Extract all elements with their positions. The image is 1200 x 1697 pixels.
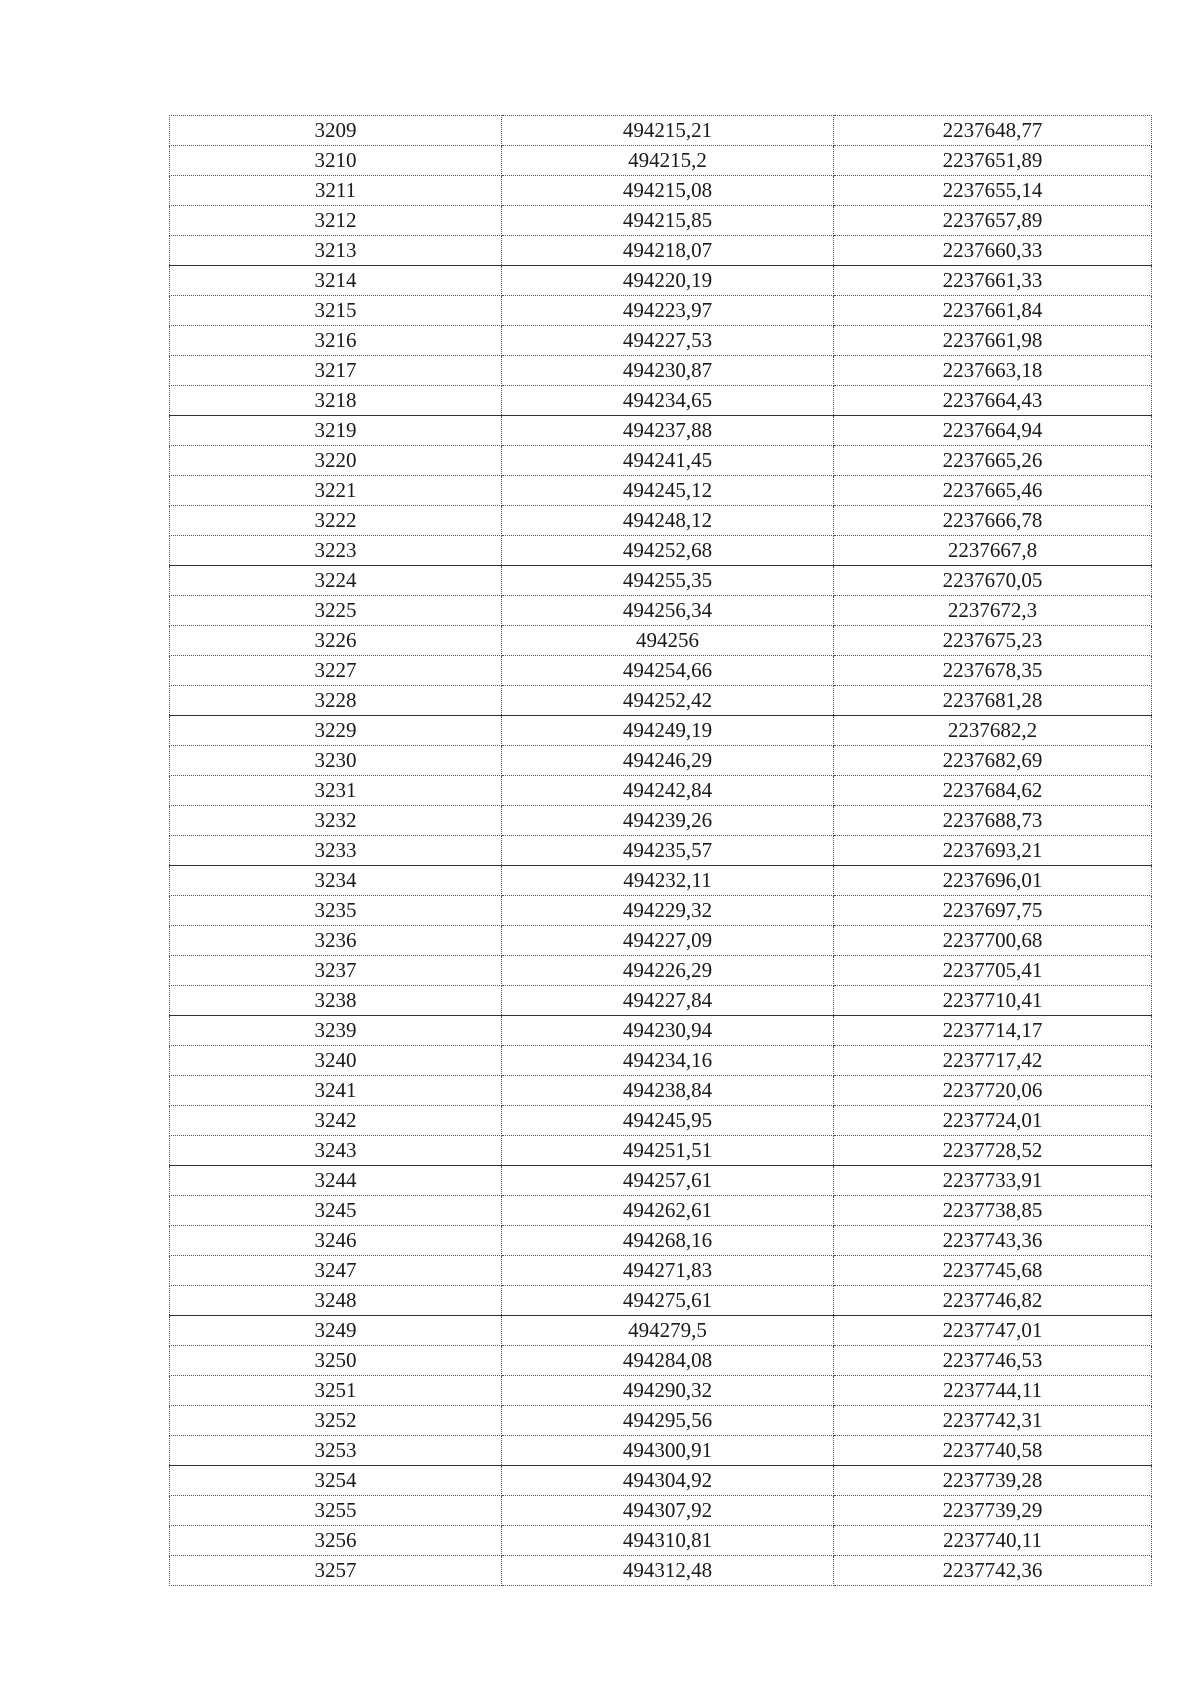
y-coordinate-cell: 2237743,36	[834, 1226, 1152, 1256]
y-coordinate-cell: 2237688,73	[834, 806, 1152, 836]
point-number-cell: 3250	[170, 1346, 502, 1376]
table-row	[170, 1166, 1152, 1196]
table-row	[170, 1136, 1152, 1166]
y-coordinate-cell: 2237661,33	[834, 266, 1152, 296]
point-number-cell: 3210	[170, 146, 502, 176]
table-row	[170, 596, 1152, 626]
x-coordinate-cell: 494252,68	[502, 536, 834, 566]
point-number-cell: 3222	[170, 506, 502, 536]
y-coordinate-cell: 2237705,41	[834, 956, 1152, 986]
x-coordinate-cell: 494226,29	[502, 956, 834, 986]
point-number-cell: 3224	[170, 566, 502, 596]
table-row	[170, 416, 1152, 446]
x-coordinate-cell: 494218,07	[502, 236, 834, 266]
y-coordinate-cell: 2237661,84	[834, 296, 1152, 326]
x-coordinate-cell: 494234,16	[502, 1046, 834, 1076]
table-row	[170, 836, 1152, 866]
point-number-cell: 3244	[170, 1166, 502, 1196]
table-row	[170, 386, 1152, 416]
y-coordinate-cell: 2237666,78	[834, 506, 1152, 536]
y-coordinate-cell: 2237657,89	[834, 206, 1152, 236]
y-coordinate-cell: 2237684,62	[834, 776, 1152, 806]
y-coordinate-cell: 2237670,05	[834, 566, 1152, 596]
y-coordinate-cell: 2237665,46	[834, 476, 1152, 506]
x-coordinate-cell: 494234,65	[502, 386, 834, 416]
point-number-cell: 3236	[170, 926, 502, 956]
x-coordinate-cell: 494290,32	[502, 1376, 834, 1406]
x-coordinate-cell: 494220,19	[502, 266, 834, 296]
table-row	[170, 566, 1152, 596]
table-row	[170, 926, 1152, 956]
y-coordinate-cell: 2237693,21	[834, 836, 1152, 866]
x-coordinate-cell: 494300,91	[502, 1436, 834, 1466]
y-coordinate-cell: 2237664,94	[834, 416, 1152, 446]
x-coordinate-cell: 494235,57	[502, 836, 834, 866]
table-row	[170, 116, 1152, 146]
table-row	[170, 1376, 1152, 1406]
y-coordinate-cell: 2237739,29	[834, 1496, 1152, 1526]
point-number-cell: 3215	[170, 296, 502, 326]
point-number-cell: 3239	[170, 1016, 502, 1046]
table-row	[170, 1406, 1152, 1436]
y-coordinate-cell: 2237742,36	[834, 1556, 1152, 1586]
x-coordinate-cell: 494249,19	[502, 716, 834, 746]
table-row	[170, 506, 1152, 536]
table-row	[170, 296, 1152, 326]
point-number-cell: 3219	[170, 416, 502, 446]
table-row	[170, 266, 1152, 296]
x-coordinate-cell: 494268,16	[502, 1226, 834, 1256]
point-number-cell: 3226	[170, 626, 502, 656]
point-number-cell: 3212	[170, 206, 502, 236]
x-coordinate-cell: 494215,85	[502, 206, 834, 236]
point-number-cell: 3252	[170, 1406, 502, 1436]
x-coordinate-cell: 494239,26	[502, 806, 834, 836]
x-coordinate-cell: 494241,45	[502, 446, 834, 476]
table-row	[170, 146, 1152, 176]
x-coordinate-cell: 494271,83	[502, 1256, 834, 1286]
x-coordinate-cell: 494248,12	[502, 506, 834, 536]
point-number-cell: 3257	[170, 1556, 502, 1586]
x-coordinate-cell: 494230,87	[502, 356, 834, 386]
x-coordinate-cell: 494295,56	[502, 1406, 834, 1436]
table-row	[170, 1256, 1152, 1286]
y-coordinate-cell: 2237678,35	[834, 656, 1152, 686]
table-row	[170, 1196, 1152, 1226]
point-number-cell: 3238	[170, 986, 502, 1016]
x-coordinate-cell: 494312,48	[502, 1556, 834, 1586]
x-coordinate-cell: 494232,11	[502, 866, 834, 896]
coordinate-table-body	[170, 116, 1152, 1586]
point-number-cell: 3227	[170, 656, 502, 686]
point-number-cell: 3232	[170, 806, 502, 836]
y-coordinate-cell: 2237667,8	[834, 536, 1152, 566]
y-coordinate-cell: 2237740,11	[834, 1526, 1152, 1556]
y-coordinate-cell: 2237681,28	[834, 686, 1152, 716]
table-row	[170, 1076, 1152, 1106]
point-number-cell: 3225	[170, 596, 502, 626]
y-coordinate-cell: 2237672,3	[834, 596, 1152, 626]
table-row	[170, 896, 1152, 926]
point-number-cell: 3231	[170, 776, 502, 806]
x-coordinate-cell: 494223,97	[502, 296, 834, 326]
y-coordinate-cell: 2237661,98	[834, 326, 1152, 356]
x-coordinate-cell: 494227,53	[502, 326, 834, 356]
y-coordinate-cell: 2237682,2	[834, 716, 1152, 746]
y-coordinate-cell: 2237697,75	[834, 896, 1152, 926]
table-row	[170, 326, 1152, 356]
x-coordinate-cell: 494284,08	[502, 1346, 834, 1376]
y-coordinate-cell: 2237710,41	[834, 986, 1152, 1016]
table-row	[170, 1316, 1152, 1346]
y-coordinate-cell: 2237700,68	[834, 926, 1152, 956]
point-number-cell: 3218	[170, 386, 502, 416]
y-coordinate-cell: 2237717,42	[834, 1046, 1152, 1076]
point-number-cell: 3229	[170, 716, 502, 746]
y-coordinate-cell: 2237733,91	[834, 1166, 1152, 1196]
table-row	[170, 686, 1152, 716]
y-coordinate-cell: 2237660,33	[834, 236, 1152, 266]
y-coordinate-cell: 2237664,43	[834, 386, 1152, 416]
point-number-cell: 3216	[170, 326, 502, 356]
y-coordinate-cell: 2237696,01	[834, 866, 1152, 896]
x-coordinate-cell: 494215,08	[502, 176, 834, 206]
coordinate-table	[169, 115, 1152, 1586]
point-number-cell: 3253	[170, 1436, 502, 1466]
x-coordinate-cell: 494230,94	[502, 1016, 834, 1046]
y-coordinate-cell: 2237655,14	[834, 176, 1152, 206]
x-coordinate-cell: 494227,09	[502, 926, 834, 956]
x-coordinate-cell: 494242,84	[502, 776, 834, 806]
table-row	[170, 1466, 1152, 1496]
point-number-cell: 3247	[170, 1256, 502, 1286]
point-number-cell: 3242	[170, 1106, 502, 1136]
point-number-cell: 3214	[170, 266, 502, 296]
y-coordinate-cell: 2237663,18	[834, 356, 1152, 386]
y-coordinate-cell: 2237724,01	[834, 1106, 1152, 1136]
point-number-cell: 3241	[170, 1076, 502, 1106]
table-row	[170, 626, 1152, 656]
table-row	[170, 1046, 1152, 1076]
point-number-cell: 3234	[170, 866, 502, 896]
point-number-cell: 3221	[170, 476, 502, 506]
y-coordinate-cell: 2237728,52	[834, 1136, 1152, 1166]
table-row	[170, 716, 1152, 746]
table-row	[170, 986, 1152, 1016]
table-row	[170, 776, 1152, 806]
table-row	[170, 476, 1152, 506]
table-row	[170, 866, 1152, 896]
point-number-cell: 3248	[170, 1286, 502, 1316]
table-row	[170, 956, 1152, 986]
x-coordinate-cell: 494255,35	[502, 566, 834, 596]
y-coordinate-cell: 2237738,85	[834, 1196, 1152, 1226]
table-row	[170, 1346, 1152, 1376]
table-row	[170, 656, 1152, 686]
y-coordinate-cell: 2237744,11	[834, 1376, 1152, 1406]
point-number-cell: 3255	[170, 1496, 502, 1526]
x-coordinate-cell: 494307,92	[502, 1496, 834, 1526]
point-number-cell: 3213	[170, 236, 502, 266]
table-row	[170, 1016, 1152, 1046]
x-coordinate-cell: 494237,88	[502, 416, 834, 446]
table-row	[170, 236, 1152, 266]
table-row	[170, 806, 1152, 836]
point-number-cell: 3228	[170, 686, 502, 716]
point-number-cell: 3246	[170, 1226, 502, 1256]
point-number-cell: 3223	[170, 536, 502, 566]
x-coordinate-cell: 494256	[502, 626, 834, 656]
y-coordinate-cell: 2237745,68	[834, 1256, 1152, 1286]
x-coordinate-cell: 494252,42	[502, 686, 834, 716]
x-coordinate-cell: 494238,84	[502, 1076, 834, 1106]
y-coordinate-cell: 2237746,53	[834, 1346, 1152, 1376]
point-number-cell: 3256	[170, 1526, 502, 1556]
point-number-cell: 3254	[170, 1466, 502, 1496]
x-coordinate-cell: 494245,12	[502, 476, 834, 506]
y-coordinate-cell: 2237682,69	[834, 746, 1152, 776]
x-coordinate-cell: 494310,81	[502, 1526, 834, 1556]
table-row	[170, 1496, 1152, 1526]
y-coordinate-cell: 2237739,28	[834, 1466, 1152, 1496]
y-coordinate-cell: 2237740,58	[834, 1436, 1152, 1466]
point-number-cell: 3233	[170, 836, 502, 866]
point-number-cell: 3211	[170, 176, 502, 206]
y-coordinate-cell: 2237742,31	[834, 1406, 1152, 1436]
x-coordinate-cell: 494246,29	[502, 746, 834, 776]
point-number-cell: 3249	[170, 1316, 502, 1346]
point-number-cell: 3245	[170, 1196, 502, 1226]
table-row	[170, 1556, 1152, 1586]
point-number-cell: 3220	[170, 446, 502, 476]
x-coordinate-cell: 494229,32	[502, 896, 834, 926]
table-row	[170, 1526, 1152, 1556]
table-row	[170, 536, 1152, 566]
x-coordinate-cell: 494256,34	[502, 596, 834, 626]
x-coordinate-cell: 494275,61	[502, 1286, 834, 1316]
y-coordinate-cell: 2237714,17	[834, 1016, 1152, 1046]
x-coordinate-cell: 494262,61	[502, 1196, 834, 1226]
x-coordinate-cell: 494215,2	[502, 146, 834, 176]
x-coordinate-cell: 494254,66	[502, 656, 834, 686]
table-row	[170, 356, 1152, 386]
table-row	[170, 1436, 1152, 1466]
point-number-cell: 3243	[170, 1136, 502, 1166]
point-number-cell: 3230	[170, 746, 502, 776]
x-coordinate-cell: 494304,92	[502, 1466, 834, 1496]
y-coordinate-cell: 2237651,89	[834, 146, 1152, 176]
y-coordinate-cell: 2237675,23	[834, 626, 1152, 656]
table-row	[170, 176, 1152, 206]
table-row	[170, 1286, 1152, 1316]
x-coordinate-cell: 494227,84	[502, 986, 834, 1016]
point-number-cell: 3235	[170, 896, 502, 926]
table-row	[170, 206, 1152, 236]
table-row	[170, 1106, 1152, 1136]
point-number-cell: 3209	[170, 116, 502, 146]
x-coordinate-cell: 494251,51	[502, 1136, 834, 1166]
x-coordinate-cell: 494245,95	[502, 1106, 834, 1136]
y-coordinate-cell: 2237720,06	[834, 1076, 1152, 1106]
y-coordinate-cell: 2237648,77	[834, 116, 1152, 146]
table-row	[170, 446, 1152, 476]
point-number-cell: 3237	[170, 956, 502, 986]
table-row	[170, 746, 1152, 776]
point-number-cell: 3240	[170, 1046, 502, 1076]
x-coordinate-cell: 494257,61	[502, 1166, 834, 1196]
table-row	[170, 1226, 1152, 1256]
point-number-cell: 3217	[170, 356, 502, 386]
y-coordinate-cell: 2237747,01	[834, 1316, 1152, 1346]
y-coordinate-cell: 2237746,82	[834, 1286, 1152, 1316]
point-number-cell: 3251	[170, 1376, 502, 1406]
y-coordinate-cell: 2237665,26	[834, 446, 1152, 476]
x-coordinate-cell: 494215,21	[502, 116, 834, 146]
x-coordinate-cell: 494279,5	[502, 1316, 834, 1346]
